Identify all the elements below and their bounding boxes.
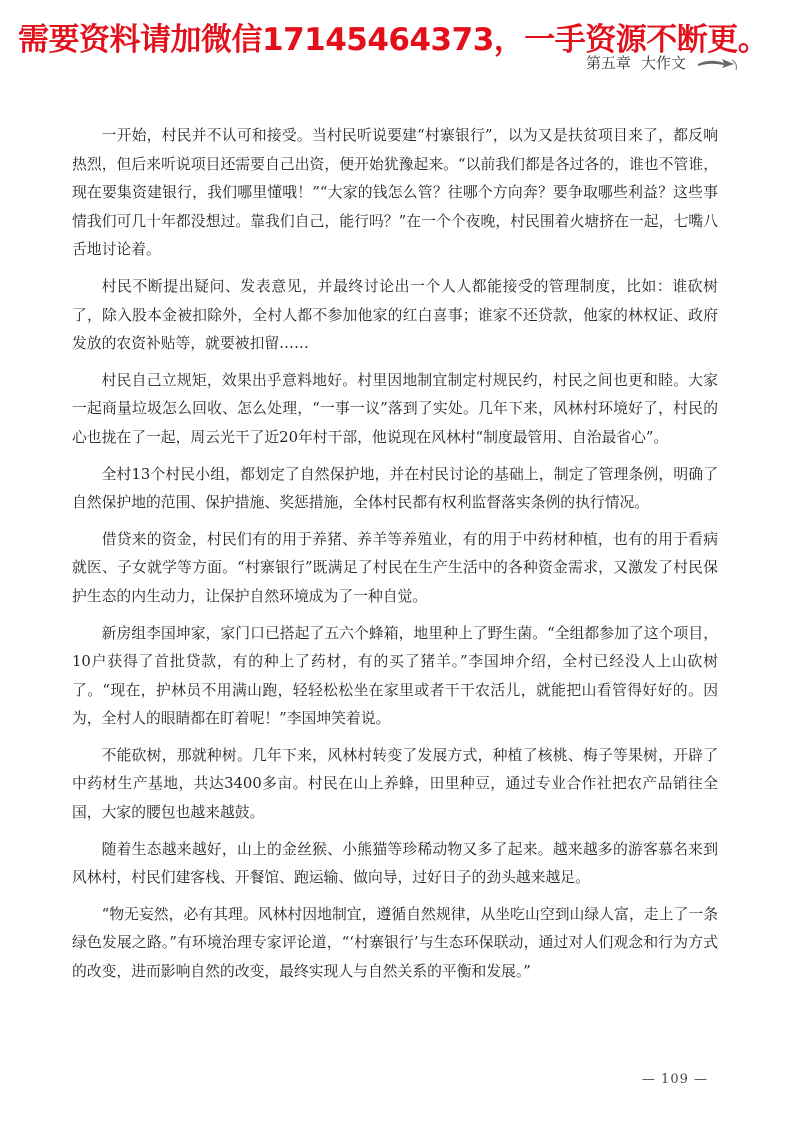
arrow-icon bbox=[696, 54, 740, 72]
paragraph: “物无妄然，必有其理。风林村因地制宜，遵循自然规律，从坐吃山空到山绿人富，走上了一条绿色发展之路。”有环境治理专家评论道，“‘村寨银行’与生态环保联动，通过对人们观念和行为方式的改变，进而影响自然的改变，最终实现人与自然关系的平衡和发展。” bbox=[72, 905, 718, 981]
paragraph: 村民不断提出疑问、发表意见，并最终讨论出一个人人都能接受的管理制度，比如：谁砍树了，除入股本金被扣除外，全村人都不参加他家的红白喜事；谁家不还贷款，他家的林权证、政府发放的农资补贴等，就要被扣留…… bbox=[72, 277, 718, 353]
paragraph: 不能砍树，那就种树。几年下来，风林村转变了发展方式，种植了核桃、梅子等果树，开辟了中药材生产基地，共达3400多亩。村民在山上养蜂，田里种豆，通过专业合作社把农产品销往全国，大家的腰包也越来越鼓。 bbox=[72, 746, 718, 822]
chapter-header bbox=[586, 52, 740, 73]
paragraph: 一开始，村民并不认可和接受。当村民听说要建“村寨银行”，以为又是扶贫项目来了，都反响热烈，但后来听说项目还需要自己出资，便开始犹豫起来。“以前我们都是各过各的，谁也不管谁，现在要集资建银行，我们哪里懂哦！”“大家的钱怎么管？往哪个方向奔？要争取哪些利益？这些事情我们可几十年都没想过。靠我们自己，能行吗？”在一个个夜晚，村民围着火塘挤在一起，七嘴八舌地讨论着。 bbox=[72, 127, 718, 259]
section-label: 大作文 bbox=[640, 54, 686, 72]
wechat-banner: 需要资料请加微信17145464373，一手资源不断更。 bbox=[18, 22, 769, 58]
paragraph: 村民自己立规矩，效果出乎意料地好。村里因地制宜制定村规民约，村民之间也更和睦。大家一起商量垃圾怎么回收、怎么处理，“一事一议”落到了实处。几年下来，风林村环境好了，村民的心也拢在了一起，周云光干了近20年村干部，他说现在风林村“制度最管用、自治最省心”。 bbox=[72, 371, 718, 446]
paragraph: 随着生态越来越好，山上的金丝猴、小熊猫等珍稀动物又多了起来。越来越多的游客慕名来到风林村，村民们建客栈、开餐馆、跑运输、做向导，过好日子的劲头越来越足。 bbox=[72, 840, 718, 887]
paragraph: 全村13个村民小组，都划定了自然保护地，并在村民讨论的基础上，制定了管理条例，明确了自然保护地的范围、保护措施、奖惩措施，全体村民都有权利监督落实条例的执行情况。 bbox=[72, 465, 718, 512]
paragraph: 借贷来的资金，村民们有的用于养猪、养羊等养殖业，有的用于中药材种植，也有的用于看病就医、子女就学等方面。“村寨银行”既满足了村民在生产生活中的各种资金需求，又激发了村民保护生态的内生动力，让保护自然环境成为了一种自觉。 bbox=[72, 530, 718, 605]
article-body bbox=[72, 122, 718, 995]
chapter-label: 第五章 bbox=[585, 54, 631, 72]
page-number: — 109 — bbox=[641, 1072, 708, 1087]
paragraph: 新房组李国坤家，家门口已搭起了五六个蜂箱，地里种上了野生菌。“全组都参加了这个项目，10户获得了首批贷款，有的种上了药材，有的买了猪羊。”李国坤介绍，全村已经没人上山砍树了。“现在，护林员不用满山跑，轻轻松松坐在家里或者干干农活儿，就能把山看管得好好的。因为，全村人的眼睛都在盯着呢！”李国坤笑着说。 bbox=[72, 624, 718, 728]
